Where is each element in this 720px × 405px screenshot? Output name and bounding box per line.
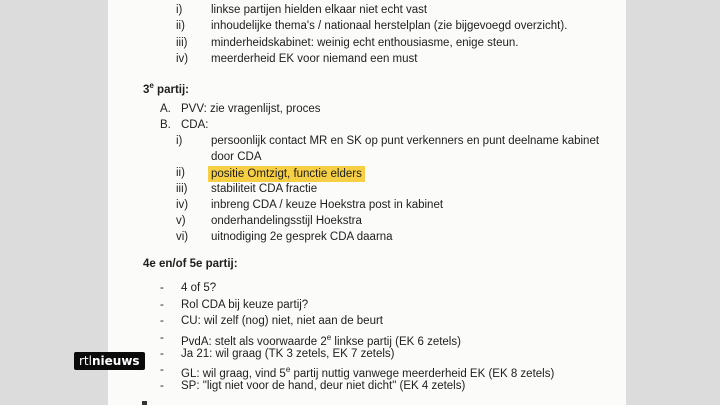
dash-item: GL: wil graag, vind 5e partij nuttig vanwege meerderheid EK (EK 8 zetels) (181, 365, 555, 380)
dash-item: SP: "ligt niet voor de hand, deur niet dicht" (EK 4 zetels) (181, 380, 466, 392)
list-num: v) (176, 215, 186, 227)
party-letter: B. (160, 119, 171, 131)
list-num: ii) (176, 20, 185, 32)
list-item: minderheidskabinet: weinig echt enthousiasme, enige steun. (211, 37, 519, 49)
list-item: persoonlijk contact MR en SK op punt verkenners en punt deelname kabinet (211, 135, 600, 147)
right-margin (626, 0, 720, 405)
document-page (108, 0, 626, 405)
rtl-nieuws-logo: rtl nieuws (74, 352, 145, 370)
list-item: inbreng CDA / keuze Hoekstra post in kabinet (211, 199, 444, 211)
list-num: vi) (176, 231, 189, 243)
dash-bullet: - (160, 282, 164, 294)
list-num: iv) (176, 53, 189, 65)
dash-bullet: - (160, 315, 164, 327)
left-margin (0, 0, 108, 405)
list-num: iii) (176, 183, 188, 195)
dash-item: PvdA: stelt als voorwaarde 2e linkse partij (EK 6 zetels) (181, 333, 461, 348)
party-letter: A. (160, 103, 171, 115)
dash-bullet: - (160, 299, 164, 311)
highlighted-list-item: positie Omtzigt, functie elders (208, 166, 365, 182)
dash-item: 4 of 5? (181, 282, 217, 294)
dash-bullet: - (160, 380, 164, 392)
list-item-continuation: door CDA (211, 151, 262, 163)
dash-item: Ja 21: wil graag (TK 3 zetels, EK 7 zetels) (181, 348, 395, 360)
dash-item: CU: wil zelf (nog) niet, niet aan de beurt (181, 315, 383, 327)
list-item: onderhandelingsstijl Hoekstra (211, 215, 362, 227)
list-num: iii) (176, 37, 188, 49)
section-heading-3e-partij: 3e partij: (143, 81, 189, 96)
dash-bullet: - (160, 364, 164, 376)
list-item: meerderheid EK voor niemand een must (211, 53, 418, 65)
party-item: CDA: (181, 119, 209, 131)
cut-off-text-fragment (142, 401, 147, 405)
party-item: PVV: zie vragenlijst, proces (181, 103, 321, 115)
list-item: inhoudelijke thema's / nationaal herstelplan (zie bijgevoegd overzicht). (211, 20, 568, 32)
list-num: i) (176, 4, 183, 16)
list-item: stabiliteit CDA fractie (211, 183, 318, 195)
list-num: i) (176, 135, 183, 147)
dash-bullet: - (160, 332, 164, 344)
dash-bullet: - (160, 348, 164, 360)
section-heading-4e-5e-partij: 4e en/of 5e partij: (143, 258, 238, 270)
list-num: ii) (176, 167, 185, 179)
list-item: linkse partijen hielden elkaar niet echt vast (211, 4, 428, 16)
dash-item: Rol CDA bij keuze partij? (181, 299, 309, 311)
list-num: iv) (176, 199, 189, 211)
list-item: uitnodiging 2e gesprek CDA daarna (211, 231, 393, 243)
